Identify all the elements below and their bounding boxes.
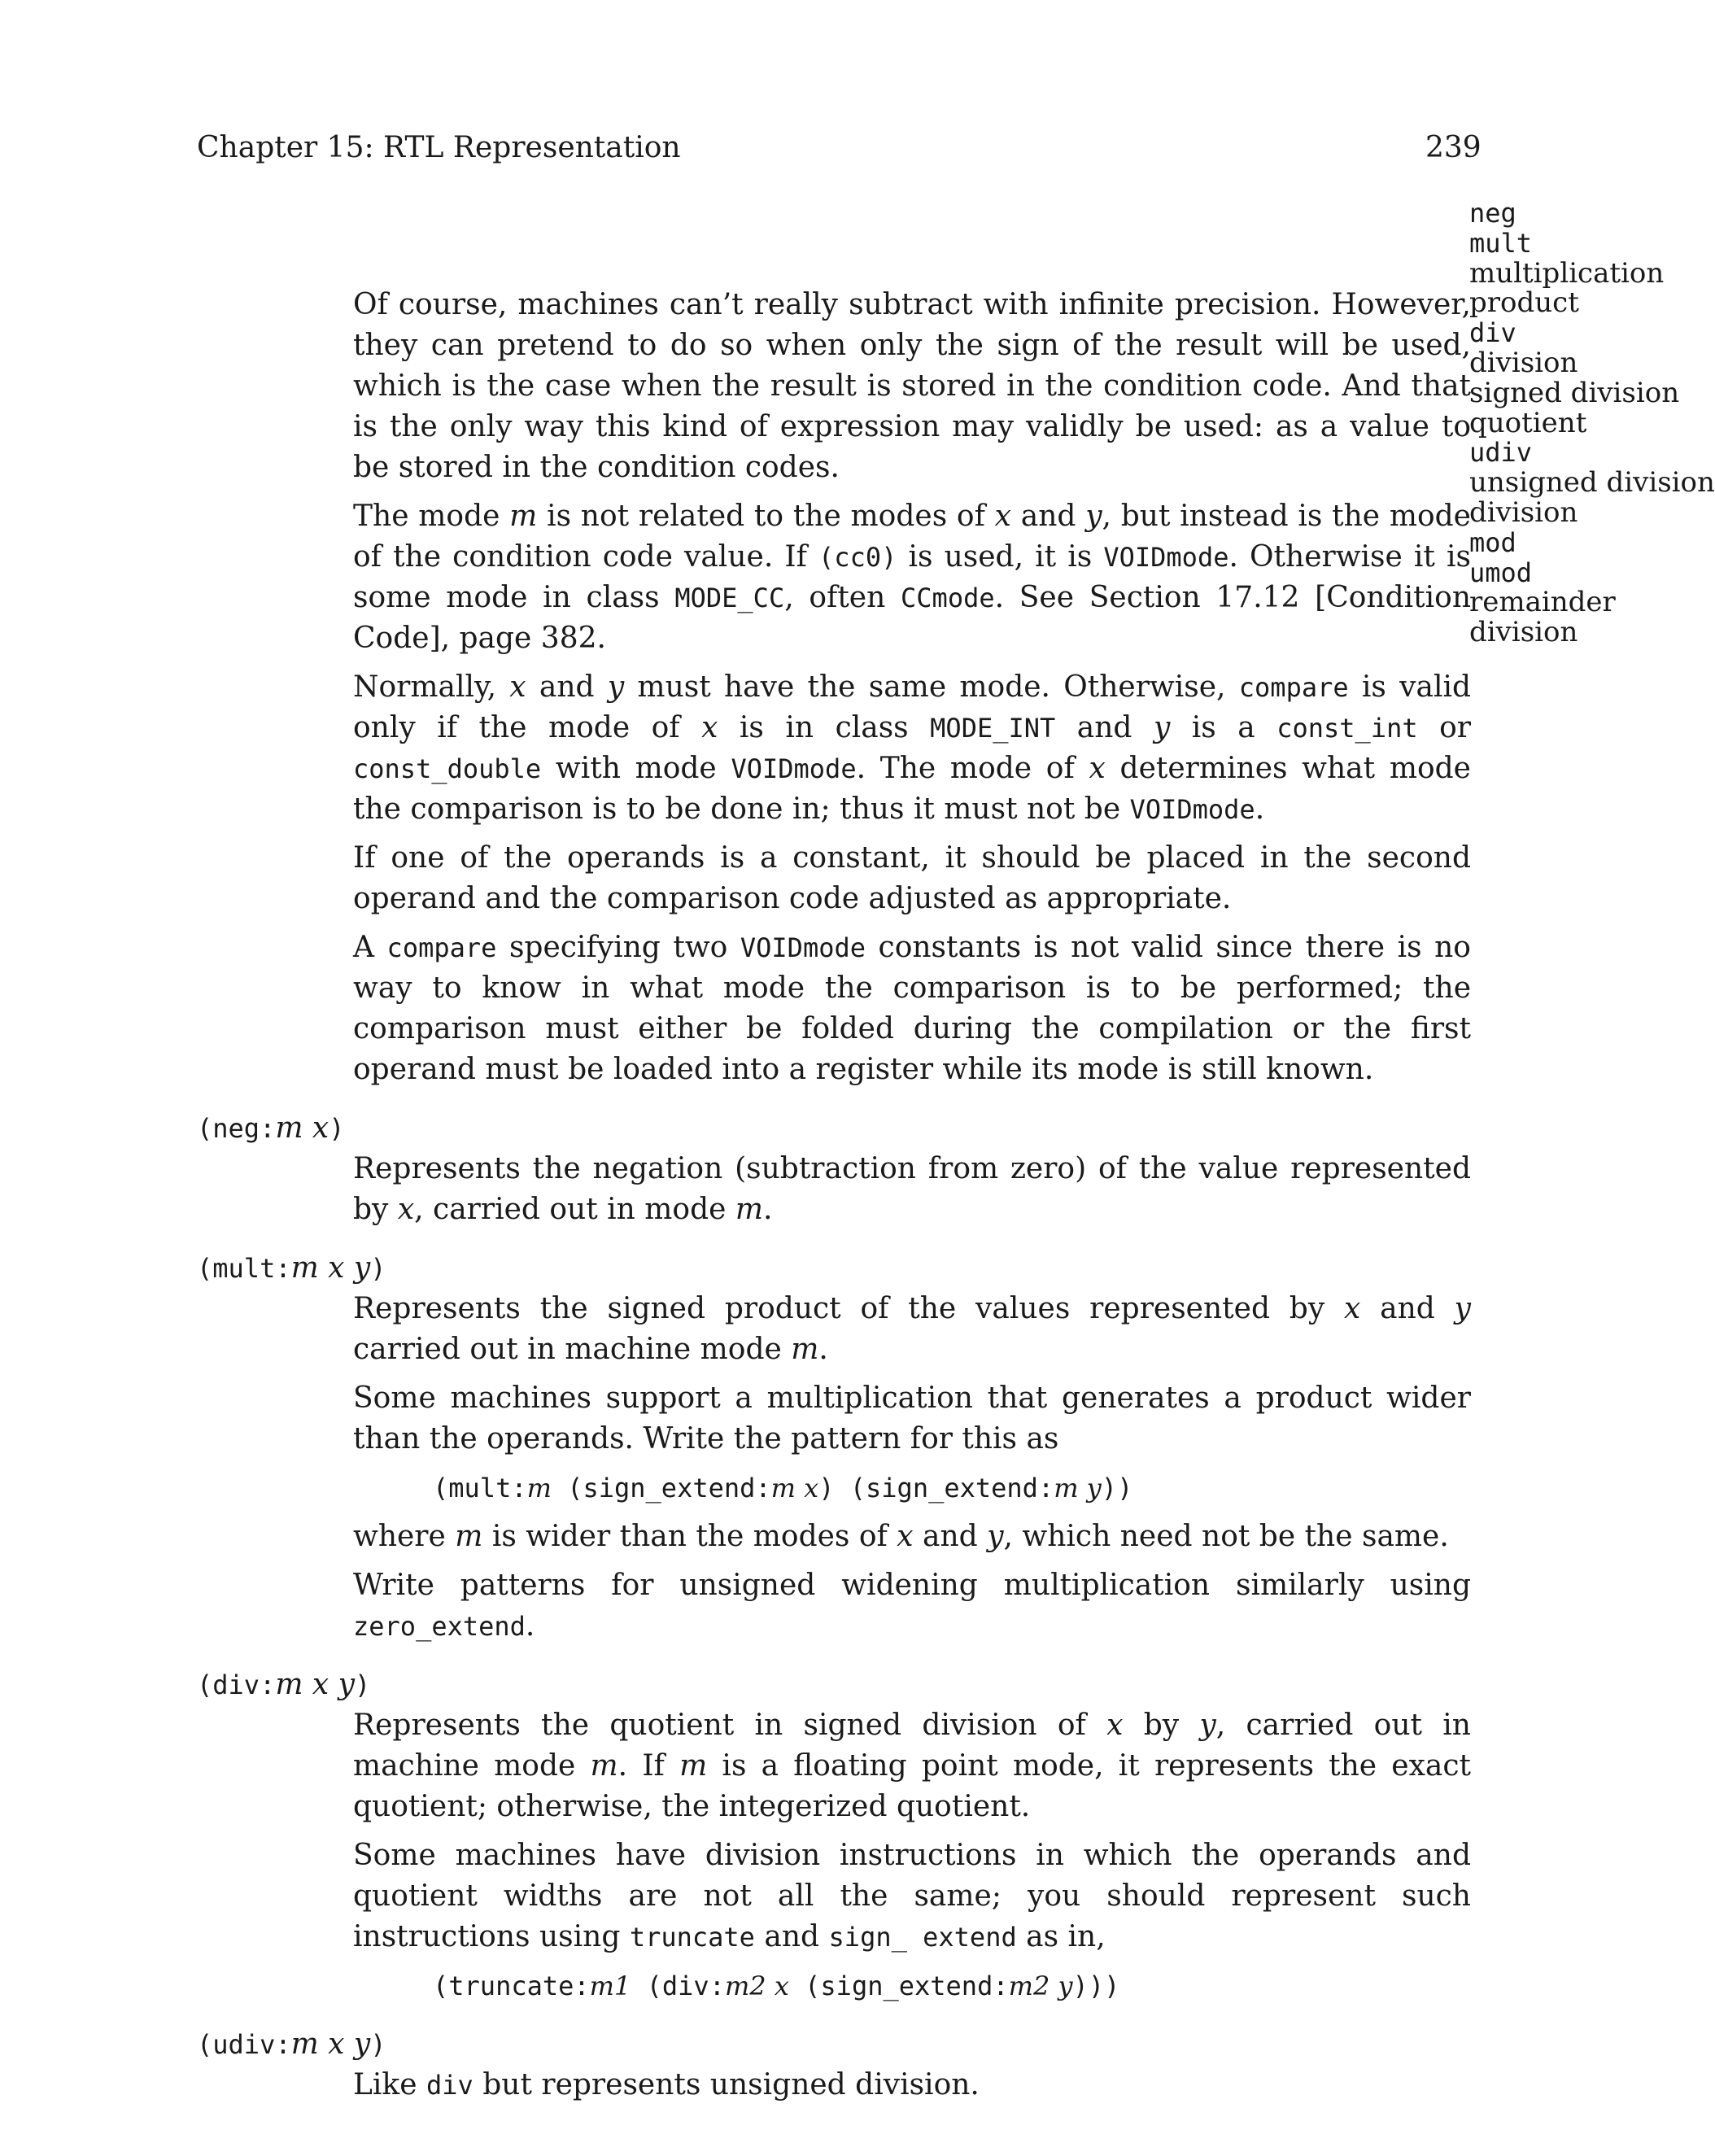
- margin-index-entry: umod: [1469, 556, 1533, 588]
- page-number: 239: [1425, 131, 1482, 164]
- definition-term: (mult:m x y): [197, 1251, 386, 1285]
- paragraph: where m is wider than the modes of x and y, which need not be the same.: [353, 1520, 1449, 1553]
- code-example: (mult:m (sign_extend:m x) (sign_extend:m y)): [433, 1473, 1133, 1504]
- margin-index-entry: quotient: [1469, 406, 1587, 439]
- paragraph: Normally, x and y must have the same mode. Otherwise, compare is valid only if the mode of x is in class MODE_INT and y is a const_int or const_double with mode VOIDmode. The mode of x determines what mode the comparison is to be done in; thus it must not be VOIDmode.: [353, 670, 1472, 826]
- paragraph: A compare specifying two VOIDmode constants is not valid since there is no way to know in what mode the comparison is to be performed; the comparison must either be folded during the compilation or the first operand must be loaded into a register while its mode is still known.: [353, 931, 1471, 1086]
- definition-term: (div:m x y): [197, 1668, 371, 1701]
- margin-index-entry: product: [1469, 286, 1579, 320]
- margin-index-entry: remainder: [1469, 586, 1616, 619]
- margin-index-entry: mod: [1469, 526, 1516, 558]
- margin-index-entry: division: [1469, 495, 1578, 529]
- margin-index-entry: neg: [1469, 198, 1516, 229]
- paragraph: Like div but represents unsigned division.: [353, 2068, 980, 2101]
- paragraph: Write patterns for unsigned widening multiplication similarly using zero_extend.: [353, 1569, 1471, 1643]
- margin-index-entry: mult: [1469, 227, 1533, 259]
- paragraph: Of course, machines can’t really subtract with infinite precision. However, they can pretend to do so when only the sign of the result will be used, which is the case when the result is stored in the condition code. And that is the only way this kind of expression may validly be used: as a value to be stored in the condition codes.: [353, 288, 1471, 484]
- paragraph: Represents the quotient in signed division of x by y, carried out in machine mode m. If m is a floating point mode, it represents the exact quotient; otherwise, the integerized quotient.: [353, 1709, 1472, 1823]
- margin-index-entries: [1469, 198, 1715, 649]
- running-header-title: Chapter 15: RTL Representation: [197, 131, 681, 164]
- paragraph: Some machines have division instructions in which the operands and quotient widths are not all the same; you should represent such instructions using truncate and sign_ extend as in,: [353, 1839, 1471, 1953]
- paragraph: The mode m is not related to the modes of x and y, but instead is the mode of the condition code value. If (cc0) is used, it is VOIDmode. Otherwise it is some mode in class MODE_CC, often CCmode. See Section 17.12 [Condition Code], page 382.: [353, 500, 1472, 655]
- code-example: (truncate:m1 (div:m2 x (sign_extend:m2 y))): [433, 1971, 1120, 2001]
- paragraph: If one of the operands is a constant, it should be placed in the second operand and the comparison code adjusted as appropriate.: [353, 841, 1471, 915]
- margin-index-entry: signed division: [1469, 376, 1680, 409]
- margin-index-entry: division: [1469, 346, 1578, 379]
- paragraph: Some machines support a multiplication that generates a product wider than the operands. Write the pattern for this as: [353, 1381, 1471, 1456]
- definition-term: (neg:m x): [197, 1111, 345, 1145]
- body-text: [197, 285, 1471, 2114]
- margin-index-entry: div: [1469, 317, 1516, 349]
- margin-index-entry: division: [1469, 616, 1578, 649]
- paragraph: Represents the signed product of the values represented by x and y carried out in machine mode m.: [353, 1292, 1471, 1366]
- margin-index-entry: udiv: [1469, 437, 1533, 469]
- paragraph: Represents the negation (subtraction from zero) of the value represented by x, carried out in mode m.: [353, 1152, 1471, 1226]
- margin-index-entry: unsigned division: [1469, 466, 1715, 500]
- margin-index-entry: multiplication: [1469, 256, 1665, 290]
- definition-term: (udiv:m x y): [197, 2027, 386, 2061]
